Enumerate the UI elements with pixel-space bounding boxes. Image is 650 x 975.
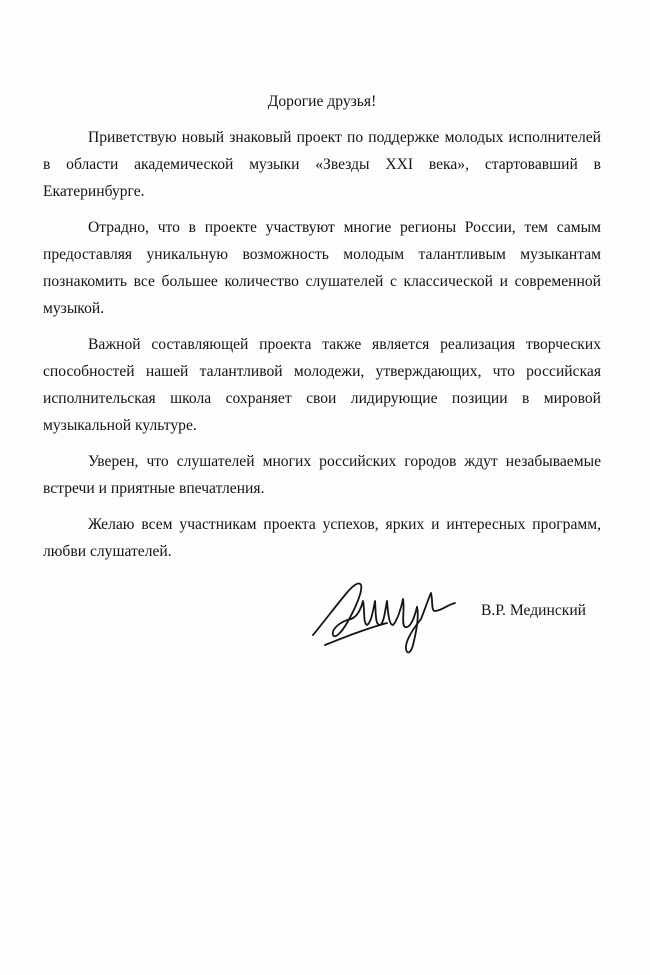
paragraph-3: Важной составляющей проекта также является реализация творческих способностей нашей талантливой молодежи, утверждающих, что российская исполнительская школа сохраняет свои лидирующие позиции в мировой музыкальной культуре. <box>43 336 601 434</box>
signature-icon <box>305 565 465 660</box>
paragraph-2: Отрадно, что в проекте участвуют многие регионы России, тем самым предоставляя уникальную возможность молодым талантливым музыкантам познакомить все большее количество слушателей с классической и современной музыкой. <box>43 219 601 317</box>
letter-body <box>43 88 601 574</box>
signature-block <box>305 565 605 665</box>
signer-name: В.Р. Мединский <box>481 602 587 619</box>
paragraph-4: Уверен, что слушателей многих российских городов ждут незабываемые встречи и приятные впечатления. <box>43 453 601 497</box>
paragraph-1: Приветствую новый знаковый проект по поддержке молодых исполнителей в области академической музыки «Звезды XXI века», стартовавший в Екатеринбурге. <box>43 129 601 200</box>
paragraph-5: Желаю всем участникам проекта успехов, ярких и интересных программ, любви слушателей. <box>43 516 601 560</box>
salutation: Дорогие друзья! <box>267 93 377 110</box>
